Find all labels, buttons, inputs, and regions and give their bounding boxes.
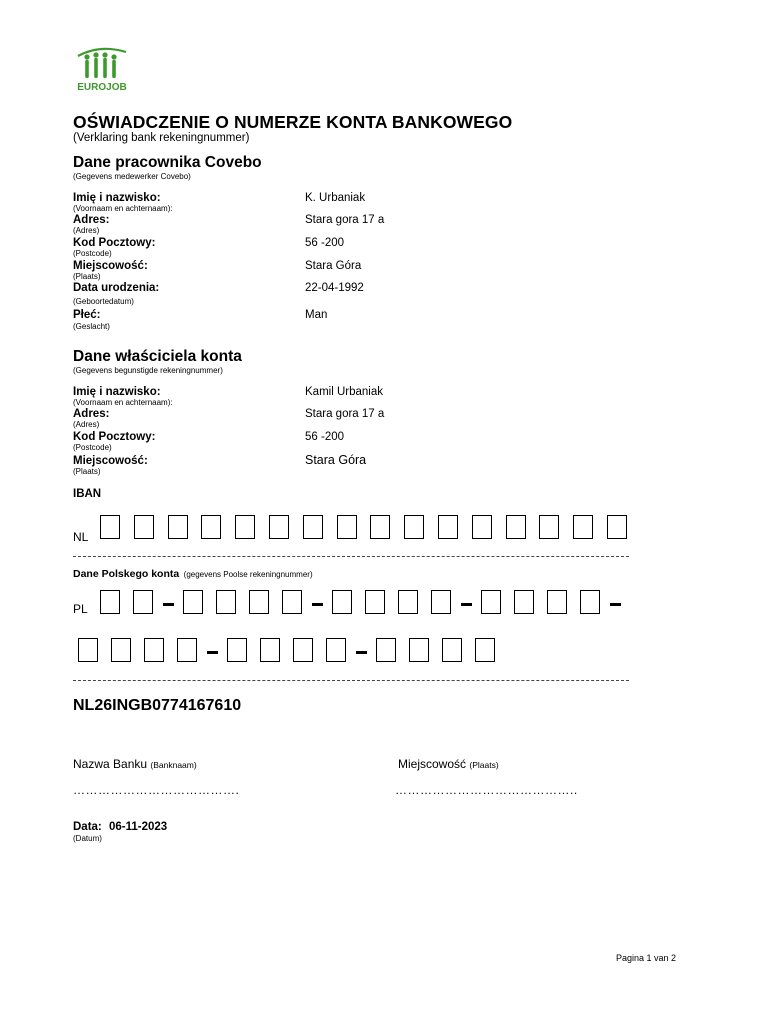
iban-separator-dash — [207, 651, 218, 654]
date-sublabel: (Datum) — [73, 834, 102, 843]
iban-pl-digit-box[interactable] — [365, 590, 385, 614]
worker-city-value: Stara Góra — [305, 260, 362, 272]
worker-name-value: K. Urbaniak — [305, 192, 366, 204]
date-value: 06-11-2023 — [108, 821, 168, 833]
iban-pl-digit-box[interactable] — [111, 638, 131, 662]
polish-account-label: Dane Polskego konta — [73, 568, 180, 580]
worker-postcode-label: Kod Pocztowy: — [73, 237, 156, 249]
worker-address-sublabel: (Adres) — [73, 226, 100, 235]
owner-address-sublabel: (Adres) — [73, 420, 100, 429]
page-number: Pagina 1 van 2 — [615, 953, 676, 963]
iban-pl-digit-box[interactable] — [409, 638, 429, 662]
owner-name-value: Kamil Urbaniak — [305, 386, 383, 398]
owner-section-heading: Dane właściciela konta — [73, 348, 242, 365]
worker-birthdate-value: 22-04-1992 — [305, 282, 364, 294]
worker-gender-sublabel: (Geslacht) — [73, 322, 110, 331]
iban-nl-digit-box[interactable] — [472, 515, 492, 539]
owner-city-value: Stara Góra — [305, 453, 367, 467]
iban-pl-digit-box[interactable] — [442, 638, 462, 662]
worker-address-value: Stara gora 17 a — [305, 214, 385, 226]
iban-pl-digit-box[interactable] — [144, 638, 164, 662]
owner-name-label: Imię i nazwisko: — [73, 386, 161, 398]
logo-text: EUROJOB — [77, 82, 127, 93]
iban-nl-digit-box[interactable] — [573, 515, 593, 539]
owner-city-label: Miejscowość: — [73, 455, 148, 467]
iban-pl-digit-box[interactable] — [326, 638, 346, 662]
eurojob-logo — [74, 44, 130, 98]
iban-pl-digit-box[interactable] — [547, 590, 567, 614]
iban-nl-digit-box[interactable] — [539, 515, 559, 539]
owner-address-label: Adres: — [73, 408, 110, 420]
worker-birthdate-sublabel: (Geboortedatum) — [73, 297, 134, 306]
owner-section-subheading: (Gegevens begunstigde rekeningnummer) — [73, 366, 223, 375]
iban-value: NL26INGB0774167610 — [73, 697, 242, 714]
iban-pl-prefix: PL — [73, 602, 88, 616]
iban-pl-digit-box[interactable] — [133, 590, 153, 614]
iban-pl-digit-box[interactable] — [514, 590, 534, 614]
worker-name-sublabel: (Voornaam en achternaam): — [73, 204, 173, 213]
iban-pl-digit-box[interactable] — [376, 638, 396, 662]
iban-nl-digit-box[interactable] — [168, 515, 188, 539]
iban-nl-digit-box[interactable] — [337, 515, 357, 539]
iban-nl-digit-box[interactable] — [269, 515, 289, 539]
iban-nl-digit-box[interactable] — [303, 515, 323, 539]
bank-name-sublabel: (Banknaam) — [150, 760, 197, 770]
owner-postcode-value: 56 -200 — [305, 431, 345, 443]
iban-pl-digit-box[interactable] — [332, 590, 352, 614]
date-field — [73, 821, 167, 833]
iban-pl-digit-box[interactable] — [183, 590, 203, 614]
worker-section-heading: Dane pracownika Covebo — [73, 154, 262, 171]
bank-place-dotted-line: …………………………………….. — [395, 783, 578, 797]
iban-separator-dash — [163, 603, 174, 606]
owner-city-sublabel: (Plaats) — [73, 467, 101, 476]
bank-name-field — [73, 757, 197, 771]
iban-pl-digit-box[interactable] — [78, 638, 98, 662]
iban-nl-digit-box[interactable] — [506, 515, 526, 539]
iban-pl-digit-box[interactable] — [249, 590, 269, 614]
iban-pl-digit-box[interactable] — [177, 638, 197, 662]
bank-name-label: Nazwa Banku — [73, 757, 148, 771]
iban-pl-digit-box[interactable] — [431, 590, 451, 614]
iban-separator-dash — [356, 651, 367, 654]
worker-section-subheading: (Gegevens medewerker Covebo) — [73, 172, 191, 181]
iban-pl-digit-box[interactable] — [293, 638, 313, 662]
iban-pl-digit-box[interactable] — [227, 638, 247, 662]
iban-separator-dash — [461, 603, 472, 606]
date-label: Data: — [73, 821, 102, 833]
worker-postcode-value: 56 -200 — [305, 237, 345, 249]
bank-place-sublabel: (Plaats) — [469, 760, 499, 770]
iban-nl-digit-box[interactable] — [134, 515, 154, 539]
worker-city-sublabel: (Plaats) — [73, 272, 101, 281]
bank-name-dotted-line: …………………………………. — [73, 783, 240, 797]
worker-gender-label: Płeć: — [73, 309, 101, 321]
owner-address-value: Stara gora 17 a — [305, 408, 385, 420]
iban-label: IBAN — [73, 488, 102, 500]
iban-nl-digit-box[interactable] — [370, 515, 390, 539]
iban-separator-dash — [610, 603, 621, 606]
document-subtitle: (Verklaring bank rekeningnummer) — [73, 132, 250, 144]
owner-postcode-sublabel: (Postcode) — [73, 443, 112, 452]
owner-postcode-label: Kod Pocztowy: — [73, 431, 156, 443]
separator-line — [73, 680, 629, 681]
iban-nl-digit-box[interactable] — [438, 515, 458, 539]
iban-nl-digit-box[interactable] — [404, 515, 424, 539]
iban-pl-digit-box[interactable] — [475, 638, 495, 662]
iban-nl-digit-box[interactable] — [201, 515, 221, 539]
iban-pl-digit-box[interactable] — [260, 638, 280, 662]
iban-nl-digit-box[interactable] — [607, 515, 627, 539]
document-title: OŚWIADCZENIE O NUMERZE KONTA BANKOWEGO — [73, 112, 513, 132]
iban-separator-dash — [312, 603, 323, 606]
iban-nl-digit-box[interactable] — [100, 515, 120, 539]
iban-pl-digit-box[interactable] — [398, 590, 418, 614]
iban-pl-digit-box[interactable] — [580, 590, 600, 614]
polish-account-sublabel: (gegevens Poolse rekeningnummer) — [183, 570, 313, 579]
worker-address-label: Adres: — [73, 214, 110, 226]
polish-account-heading — [73, 564, 313, 582]
bank-place-field — [398, 757, 499, 771]
worker-gender-value: Man — [305, 309, 328, 321]
iban-pl-digit-box[interactable] — [216, 590, 236, 614]
owner-name-sublabel: (Voornaam en achternaam): — [73, 398, 173, 407]
worker-city-label: Miejscowość: — [73, 260, 148, 272]
worker-birthdate-label: Data urodzenia: — [73, 282, 160, 294]
iban-pl-digit-box[interactable] — [481, 590, 501, 614]
worker-name-label: Imię i nazwisko: — [73, 192, 161, 204]
eurojob-logo-icon — [74, 44, 130, 98]
iban-nl-digit-box[interactable] — [235, 515, 255, 539]
iban-pl-digit-box[interactable] — [282, 590, 302, 614]
iban-pl-digit-box[interactable] — [100, 590, 120, 614]
iban-nl-prefix: NL — [73, 530, 89, 544]
worker-postcode-sublabel: (Postcode) — [73, 249, 112, 258]
bank-place-label: Miejscowość — [398, 757, 467, 771]
separator-line — [73, 556, 629, 557]
